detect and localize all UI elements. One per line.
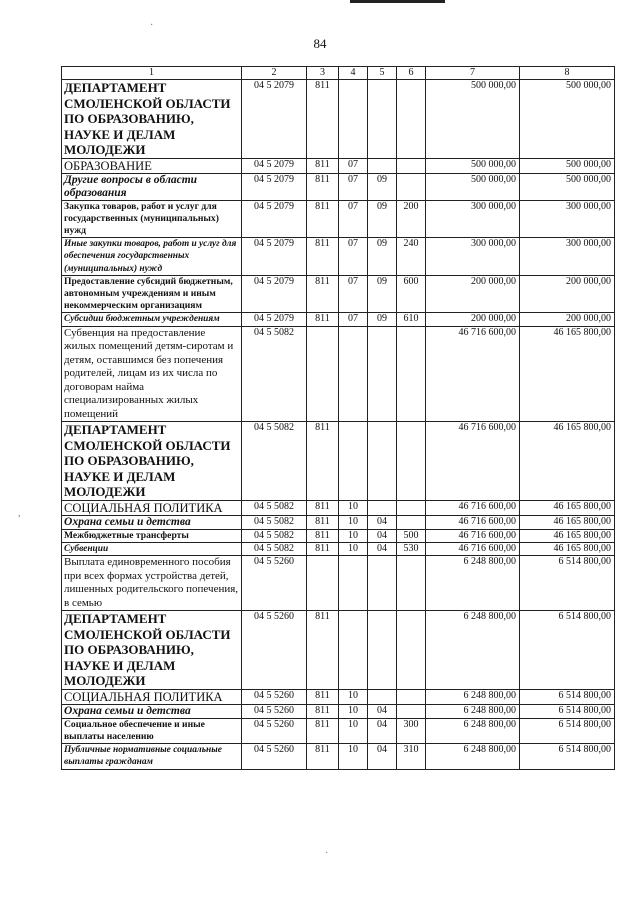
- row-exptype-cell: 500: [397, 529, 426, 542]
- row-ministry-cell: [307, 556, 339, 611]
- row-ministry-cell: 811: [307, 611, 339, 690]
- row-section-cell: [339, 326, 368, 422]
- row-ministry-cell: 811: [307, 237, 339, 276]
- table-row: [62, 704, 615, 718]
- row-name-cell: Субвенции: [62, 542, 242, 556]
- row-ministry-cell: 811: [307, 689, 339, 704]
- header-col-4: 4: [339, 67, 368, 80]
- row-name-cell: ДЕПАРТАМЕНТ СМОЛЕНСКОЙ ОБЛАСТИ ПО ОБРАЗОВАНИЮ, НАУКЕ И ДЕЛАМ МОЛОДЕЖИ: [62, 611, 242, 690]
- row-code-cell: 04 5 5260: [242, 718, 307, 743]
- row-amount-2-cell: 46 165 800,00: [520, 326, 615, 422]
- row-name-cell: Охрана семьи и детства: [62, 704, 242, 718]
- row-amount-2-cell: 6 514 800,00: [520, 743, 615, 769]
- row-ministry-cell: 811: [307, 515, 339, 529]
- row-name-cell: Другие вопросы в области образования: [62, 173, 242, 200]
- row-ministry-cell: 811: [307, 529, 339, 542]
- header-col-7: 7: [426, 67, 520, 80]
- row-section-cell: 10: [339, 500, 368, 515]
- row-exptype-cell: [397, 611, 426, 690]
- row-section-cell: 10: [339, 542, 368, 556]
- row-section-cell: 07: [339, 200, 368, 237]
- header-col-6: 6: [397, 67, 426, 80]
- row-subsection-cell: [368, 80, 397, 159]
- table-row: [62, 237, 615, 276]
- row-ministry-cell: 811: [307, 173, 339, 200]
- row-amount-1-cell: 6 248 800,00: [426, 611, 520, 690]
- row-name-cell: ДЕПАРТАМЕНТ СМОЛЕНСКОЙ ОБЛАСТИ ПО ОБРАЗОВАНИЮ, НАУКЕ И ДЕЛАМ МОЛОДЕЖИ: [62, 422, 242, 501]
- table-row: [62, 529, 615, 542]
- row-exptype-cell: 200: [397, 200, 426, 237]
- table-row: [62, 611, 615, 690]
- row-code-cell: 04 5 5082: [242, 542, 307, 556]
- row-ministry-cell: 811: [307, 542, 339, 556]
- row-subsection-cell: 04: [368, 515, 397, 529]
- row-name-cell: Публичные нормативные социальные выплаты гражданам: [62, 743, 242, 769]
- row-exptype-cell: [397, 556, 426, 611]
- row-exptype-cell: [397, 500, 426, 515]
- row-amount-1-cell: 46 716 600,00: [426, 500, 520, 515]
- table-body: [62, 80, 615, 770]
- row-amount-1-cell: 6 248 800,00: [426, 556, 520, 611]
- row-exptype-cell: 610: [397, 313, 426, 327]
- row-section-cell: 07: [339, 237, 368, 276]
- row-name-cell: Предоставление субсидий бюджетным, автономным учреждениям и иным некоммерческим организациям: [62, 276, 242, 313]
- row-amount-2-cell: 500 000,00: [520, 173, 615, 200]
- row-code-cell: 04 5 2079: [242, 313, 307, 327]
- row-code-cell: 04 5 5260: [242, 611, 307, 690]
- row-subsection-cell: 09: [368, 276, 397, 313]
- table-header: [62, 67, 615, 80]
- row-amount-1-cell: 500 000,00: [426, 173, 520, 200]
- row-code-cell: 04 5 5082: [242, 326, 307, 422]
- row-subsection-cell: 09: [368, 237, 397, 276]
- row-amount-2-cell: 6 514 800,00: [520, 704, 615, 718]
- row-subsection-cell: 04: [368, 718, 397, 743]
- header-col-3: 3: [307, 67, 339, 80]
- table-row: [62, 200, 615, 237]
- row-subsection-cell: 04: [368, 743, 397, 769]
- row-amount-1-cell: 46 716 600,00: [426, 326, 520, 422]
- row-name-cell: СОЦИАЛЬНАЯ ПОЛИТИКА: [62, 689, 242, 704]
- row-code-cell: 04 5 5082: [242, 500, 307, 515]
- row-section-cell: [339, 80, 368, 159]
- row-section-cell: 10: [339, 704, 368, 718]
- row-section-cell: 10: [339, 718, 368, 743]
- row-ministry-cell: 811: [307, 743, 339, 769]
- row-code-cell: 04 5 2079: [242, 276, 307, 313]
- row-subsection-cell: [368, 422, 397, 501]
- table-row: [62, 276, 615, 313]
- row-section-cell: 10: [339, 529, 368, 542]
- table-row: [62, 422, 615, 501]
- row-amount-2-cell: 6 514 800,00: [520, 611, 615, 690]
- row-ministry-cell: 811: [307, 422, 339, 501]
- row-code-cell: 04 5 2079: [242, 158, 307, 173]
- row-exptype-cell: 310: [397, 743, 426, 769]
- row-exptype-cell: 600: [397, 276, 426, 313]
- table-row: [62, 173, 615, 200]
- table-row: [62, 313, 615, 327]
- row-amount-2-cell: 200 000,00: [520, 313, 615, 327]
- row-amount-1-cell: 46 716 600,00: [426, 529, 520, 542]
- row-subsection-cell: 09: [368, 313, 397, 327]
- row-ministry-cell: 811: [307, 276, 339, 313]
- row-section-cell: 07: [339, 276, 368, 313]
- scan-edge-mark: [350, 0, 445, 3]
- row-amount-2-cell: 300 000,00: [520, 237, 615, 276]
- row-section-cell: 07: [339, 313, 368, 327]
- row-code-cell: 04 5 5082: [242, 529, 307, 542]
- row-subsection-cell: 09: [368, 200, 397, 237]
- row-amount-2-cell: 46 165 800,00: [520, 529, 615, 542]
- row-amount-1-cell: 200 000,00: [426, 313, 520, 327]
- row-code-cell: 04 5 2079: [242, 173, 307, 200]
- header-col-8: 8: [520, 67, 615, 80]
- row-code-cell: 04 5 2079: [242, 237, 307, 276]
- row-amount-2-cell: 6 514 800,00: [520, 689, 615, 704]
- row-ministry-cell: 811: [307, 80, 339, 159]
- row-amount-2-cell: 6 514 800,00: [520, 556, 615, 611]
- table-row: [62, 689, 615, 704]
- row-exptype-cell: [397, 515, 426, 529]
- row-subsection-cell: [368, 326, 397, 422]
- row-ministry-cell: 811: [307, 313, 339, 327]
- scan-speck: ·: [150, 20, 154, 31]
- row-exptype-cell: [397, 422, 426, 501]
- row-amount-1-cell: 6 248 800,00: [426, 718, 520, 743]
- row-code-cell: 04 5 5082: [242, 422, 307, 501]
- table-row: [62, 158, 615, 173]
- row-section-cell: [339, 422, 368, 501]
- header-col-1: 1: [62, 67, 242, 80]
- row-section-cell: 10: [339, 743, 368, 769]
- row-name-cell: Выплата единовременного пособия при всех формах устройства детей, лишенных родительского попечения, в семью: [62, 556, 242, 611]
- row-name-cell: ДЕПАРТАМЕНТ СМОЛЕНСКОЙ ОБЛАСТИ ПО ОБРАЗОВАНИЮ, НАУКЕ И ДЕЛАМ МОЛОДЕЖИ: [62, 80, 242, 159]
- row-exptype-cell: [397, 326, 426, 422]
- row-section-cell: 10: [339, 515, 368, 529]
- row-section-cell: 10: [339, 689, 368, 704]
- table-row: [62, 542, 615, 556]
- table-row: [62, 326, 615, 422]
- row-subsection-cell: [368, 689, 397, 704]
- row-amount-1-cell: 500 000,00: [426, 80, 520, 159]
- row-amount-1-cell: 46 716 600,00: [426, 515, 520, 529]
- header-row: [62, 67, 615, 80]
- row-exptype-cell: 240: [397, 237, 426, 276]
- budget-table: [61, 66, 615, 770]
- row-name-cell: Социальное обеспечение и иные выплаты населению: [62, 718, 242, 743]
- row-exptype-cell: [397, 158, 426, 173]
- row-ministry-cell: 811: [307, 718, 339, 743]
- header-col-2: 2: [242, 67, 307, 80]
- row-subsection-cell: [368, 158, 397, 173]
- table-row: [62, 80, 615, 159]
- scan-speck: ,: [18, 508, 21, 519]
- page-number: 84: [313, 36, 327, 51]
- row-amount-1-cell: 6 248 800,00: [426, 689, 520, 704]
- row-subsection-cell: 09: [368, 173, 397, 200]
- row-amount-1-cell: 46 716 600,00: [426, 422, 520, 501]
- table-row: [62, 500, 615, 515]
- row-ministry-cell: 811: [307, 200, 339, 237]
- row-name-cell: СОЦИАЛЬНАЯ ПОЛИТИКА: [62, 500, 242, 515]
- table-row: [62, 515, 615, 529]
- row-name-cell: Субсидии бюджетным учреждениям: [62, 313, 242, 327]
- row-section-cell: 07: [339, 158, 368, 173]
- row-amount-1-cell: 300 000,00: [426, 237, 520, 276]
- row-name-cell: ОБРАЗОВАНИЕ: [62, 158, 242, 173]
- row-exptype-cell: 300: [397, 718, 426, 743]
- row-exptype-cell: [397, 704, 426, 718]
- row-subsection-cell: [368, 611, 397, 690]
- row-exptype-cell: 530: [397, 542, 426, 556]
- row-ministry-cell: 811: [307, 158, 339, 173]
- row-section-cell: [339, 611, 368, 690]
- row-name-cell: Иные закупки товаров, работ и услуг для обеспечения государственных (муниципальных) нужд: [62, 237, 242, 276]
- row-name-cell: Охрана семьи и детства: [62, 515, 242, 529]
- row-ministry-cell: [307, 326, 339, 422]
- row-code-cell: 04 5 5260: [242, 556, 307, 611]
- row-name-cell: Закупка товаров, работ и услуг для государственных (муниципальных) нужд: [62, 200, 242, 237]
- row-amount-1-cell: 300 000,00: [426, 200, 520, 237]
- row-amount-1-cell: 200 000,00: [426, 276, 520, 313]
- row-code-cell: 04 5 2079: [242, 200, 307, 237]
- table-row: [62, 743, 615, 769]
- row-amount-2-cell: 6 514 800,00: [520, 718, 615, 743]
- row-amount-2-cell: 46 165 800,00: [520, 542, 615, 556]
- row-subsection-cell: [368, 500, 397, 515]
- row-amount-2-cell: 500 000,00: [520, 80, 615, 159]
- row-amount-2-cell: 46 165 800,00: [520, 500, 615, 515]
- row-exptype-cell: [397, 80, 426, 159]
- row-exptype-cell: [397, 173, 426, 200]
- row-amount-2-cell: 500 000,00: [520, 158, 615, 173]
- row-amount-1-cell: 6 248 800,00: [426, 743, 520, 769]
- header-col-5: 5: [368, 67, 397, 80]
- row-amount-2-cell: 200 000,00: [520, 276, 615, 313]
- row-amount-2-cell: 46 165 800,00: [520, 515, 615, 529]
- row-subsection-cell: 04: [368, 542, 397, 556]
- row-amount-1-cell: 46 716 600,00: [426, 542, 520, 556]
- row-exptype-cell: [397, 689, 426, 704]
- row-amount-1-cell: 6 248 800,00: [426, 704, 520, 718]
- row-code-cell: 04 5 2079: [242, 80, 307, 159]
- scan-speck: ·: [325, 848, 329, 859]
- row-ministry-cell: 811: [307, 500, 339, 515]
- row-amount-2-cell: 300 000,00: [520, 200, 615, 237]
- row-code-cell: 04 5 5260: [242, 704, 307, 718]
- table-row: [62, 718, 615, 743]
- row-name-cell: Субвенция на предоставление жилых помещений детям-сиротам и детям, оставшимся без попечения родителей, лицам из их числа по договорам найма специализированных жилых помещений: [62, 326, 242, 422]
- row-code-cell: 04 5 5260: [242, 743, 307, 769]
- row-amount-2-cell: 46 165 800,00: [520, 422, 615, 501]
- row-amount-1-cell: 500 000,00: [426, 158, 520, 173]
- row-name-cell: Межбюджетные трансферты: [62, 529, 242, 542]
- row-section-cell: 07: [339, 173, 368, 200]
- row-subsection-cell: [368, 556, 397, 611]
- row-section-cell: [339, 556, 368, 611]
- row-ministry-cell: 811: [307, 704, 339, 718]
- table-row: [62, 556, 615, 611]
- row-code-cell: 04 5 5260: [242, 689, 307, 704]
- row-subsection-cell: 04: [368, 704, 397, 718]
- row-subsection-cell: 04: [368, 529, 397, 542]
- row-code-cell: 04 5 5082: [242, 515, 307, 529]
